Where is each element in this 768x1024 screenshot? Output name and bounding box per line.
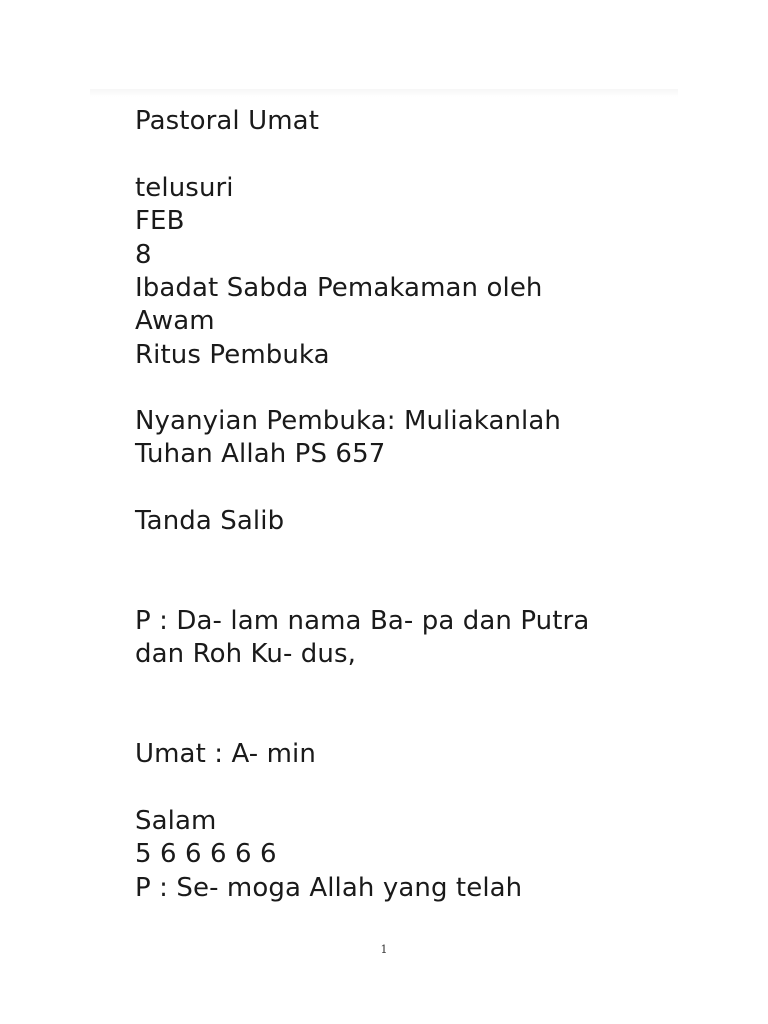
priest-line-1: P : Da- lam nama Ba- pa dan Putra — [135, 606, 590, 636]
music-notation: 5 6 6 6 6 6 — [135, 839, 277, 869]
priest-greeting: P : Se- moga Allah yang telah — [135, 873, 523, 903]
search-label: telusuri — [135, 173, 234, 203]
date-day: 8 — [135, 240, 152, 270]
opening-song-line-1: Nyanyian Pembuka: Muliakanlah — [135, 406, 561, 436]
post-title-line-1: Ibadat Sabda Pemakaman oleh — [135, 273, 543, 303]
post-title-line-2: Awam — [135, 306, 215, 336]
greeting-heading: Salam — [135, 806, 217, 836]
people-response: Umat : A- min — [135, 739, 316, 769]
date-month: FEB — [135, 206, 185, 236]
priest-line-2: dan Roh Ku- dus, — [135, 639, 357, 669]
opening-song-line-2: Tuhan Allah PS 657 — [135, 439, 386, 469]
page-number: 1 — [380, 943, 388, 956]
sign-of-cross-heading: Tanda Salib — [135, 506, 285, 536]
blog-title: Pastoral Umat — [135, 106, 319, 136]
section-heading-opening: Ritus Pembuka — [135, 340, 330, 370]
